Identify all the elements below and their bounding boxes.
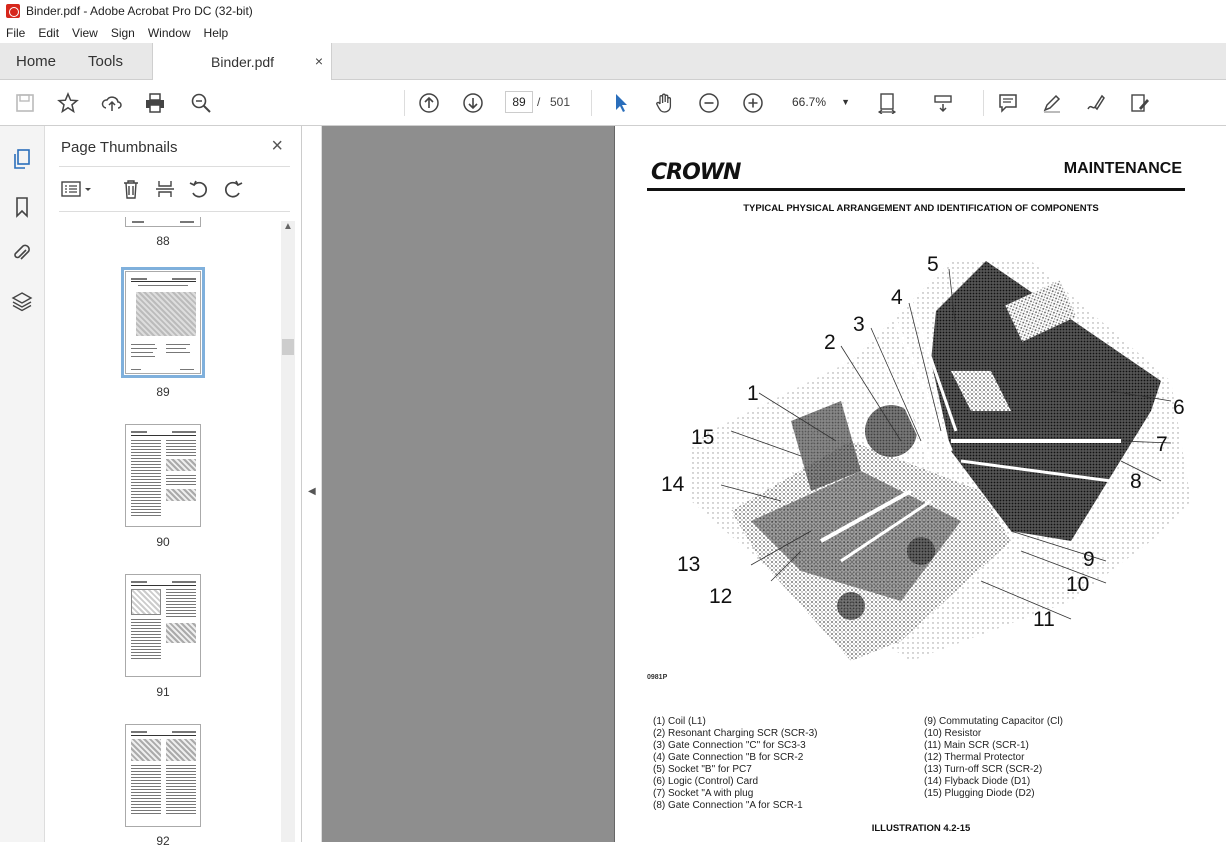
legend-item: (10) Resistor (924, 728, 982, 739)
hand-tool-icon[interactable] (654, 92, 676, 114)
upload-cloud-icon[interactable] (101, 92, 123, 114)
rotate-left-icon[interactable] (188, 178, 210, 200)
bookmark-icon[interactable] (11, 196, 33, 218)
callout-number: 13 (677, 553, 701, 576)
next-page-icon[interactable] (462, 92, 484, 114)
rotate-right-icon[interactable] (222, 178, 244, 200)
collapse-arrow-icon: ◀ (308, 486, 316, 497)
legend-item: (11) Main SCR (SCR-1) (924, 740, 1029, 751)
tab-tools[interactable]: Tools (88, 53, 124, 70)
previous-page-icon[interactable] (418, 92, 440, 114)
comment-icon[interactable] (997, 92, 1019, 114)
section-heading: MAINTENANCE (1063, 160, 1182, 177)
legend-item: (2) Resonant Charging SCR (SCR-3) (653, 728, 818, 739)
zoom-in-icon[interactable] (742, 92, 764, 114)
page-thumbnails-panel (45, 126, 302, 848)
menu-sign[interactable]: Sign (110, 25, 135, 40)
panel-divider (59, 211, 290, 212)
legend-item: (6) Logic (Control) Card (653, 776, 759, 787)
layers-icon[interactable] (11, 290, 33, 312)
callout-number: 3 (853, 313, 865, 336)
callout-number: 12 (709, 585, 733, 608)
collapse-panel-handle[interactable] (302, 126, 322, 842)
crown-logo: CROWN (651, 160, 741, 185)
tab-bar (0, 43, 1226, 80)
callout-number: 1 (747, 382, 759, 405)
legend-item: (3) Gate Connection "C" for SC3-3 (653, 740, 806, 751)
tab-home[interactable]: Home (16, 53, 57, 70)
scroll-mode-icon[interactable] (932, 92, 954, 114)
page-thumbnail[interactable] (125, 424, 201, 527)
page-thumbnail-number: 91 (156, 685, 170, 699)
menu-help[interactable]: Help (203, 25, 229, 40)
toolbar-divider (404, 90, 405, 116)
header-rule (647, 188, 1185, 191)
callout-number: 15 (691, 426, 715, 449)
fill-sign-icon[interactable] (1129, 92, 1151, 114)
page-fit-icon[interactable] (877, 92, 899, 114)
page-separator: / (537, 95, 541, 109)
main-toolbar (0, 80, 1226, 126)
legend-item: (5) Socket "B" for PC7 (653, 764, 752, 775)
legend-item: (7) Socket "A with plug (653, 788, 754, 799)
legend-left-column (653, 716, 818, 812)
page-thumbnail-number: 89 (156, 385, 170, 399)
callout-number: 7 (1156, 433, 1168, 456)
callout-number: 9 (1083, 548, 1095, 571)
delete-page-icon[interactable] (120, 178, 142, 200)
page-thumbnail[interactable] (125, 574, 201, 677)
zoom-search-icon[interactable] (190, 92, 212, 114)
toolbar-divider (983, 90, 984, 116)
attachment-icon[interactable] (11, 242, 33, 264)
component-illustration (651, 241, 1211, 671)
page-number-input[interactable]: 89 (505, 91, 533, 113)
page-thumbnails-icon[interactable] (11, 148, 33, 170)
pdf-page (614, 126, 1226, 842)
zoom-dropdown[interactable] (784, 91, 856, 113)
callout-number: 5 (927, 253, 939, 276)
select-cursor-icon[interactable] (610, 92, 632, 114)
window-title: Binder.pdf - Adobe Acrobat Pro DC (32-bit) (26, 4, 253, 18)
toolbar-divider (591, 90, 592, 116)
panel-title: Page Thumbnails (61, 139, 178, 156)
save-icon[interactable] (14, 92, 36, 114)
legend-item: (15) Plugging Diode (D2) (924, 788, 1035, 799)
scrollbar-thumb[interactable] (282, 339, 294, 355)
navigation-rail (0, 126, 45, 842)
callout-number: 14 (661, 473, 685, 496)
document-viewer[interactable] (322, 126, 1226, 842)
illustration-caption: ILLUSTRATION 4.2-15 (871, 823, 971, 834)
page-thumbnail-selected[interactable] (125, 271, 201, 374)
legend-item: (4) Gate Connection "B for SCR-2 (653, 752, 804, 763)
print-icon[interactable] (144, 92, 166, 114)
highlight-pen-icon[interactable] (1041, 92, 1063, 114)
callout-number: 4 (891, 286, 903, 309)
callout-number: 2 (824, 331, 836, 354)
legend-item: (13) Turn-off SCR (SCR-2) (924, 764, 1043, 775)
acrobat-app-icon (6, 4, 20, 18)
draw-freeform-icon[interactable] (1085, 92, 1107, 114)
legend-item: (14) Flyback Diode (D1) (924, 776, 1031, 787)
figure-title: TYPICAL PHYSICAL ARRANGEMENT AND IDENTIFICATION OF COMPONENTS (743, 203, 1099, 214)
legend-item: (8) Gate Connection "A for SCR-1 (653, 800, 803, 811)
thumbnail-scrollbar[interactable] (281, 221, 295, 842)
callout-number: 11 (1033, 608, 1055, 631)
callout-number: 8 (1130, 470, 1142, 493)
close-tab-icon[interactable]: × (314, 53, 323, 69)
menu-window[interactable]: Window (147, 25, 191, 40)
tab-document[interactable] (152, 43, 332, 80)
tab-document-label: Binder.pdf (211, 54, 275, 70)
page-thumbnail-number: 88 (156, 234, 170, 248)
legend-item: (1) Coil (L1) (653, 716, 706, 727)
page-thumbnail-number: 92 (156, 834, 170, 848)
extract-pages-icon[interactable] (154, 178, 176, 200)
menu-bar (0, 22, 1226, 43)
zoom-out-icon[interactable] (698, 92, 720, 114)
page-thumbnail[interactable] (125, 724, 201, 827)
options-menu-icon[interactable] (60, 178, 94, 200)
scroll-up-icon[interactable]: ▲ (283, 221, 293, 232)
title-bar (0, 0, 1226, 22)
menu-view[interactable]: View (72, 25, 98, 40)
menu-edit[interactable]: Edit (38, 25, 60, 40)
figure-code: 0981P (647, 674, 668, 681)
legend-item: (12) Thermal Protector (924, 752, 1025, 763)
legend-item: (9) Commutating Capacitor (Cl) (924, 716, 1063, 727)
close-panel-icon[interactable]: × (271, 135, 283, 157)
chevron-down-icon: ▼ (841, 97, 850, 107)
zoom-value: 66.7% (792, 95, 827, 109)
total-pages: 501 (550, 95, 571, 109)
page-thumbnail-number: 90 (156, 535, 170, 549)
callout-number: 10 (1066, 573, 1090, 596)
panel-divider (59, 166, 290, 167)
menu-file[interactable]: File (6, 25, 26, 40)
star-icon[interactable] (57, 92, 79, 114)
callout-number: 6 (1173, 396, 1185, 419)
legend-right-column (924, 716, 1063, 800)
